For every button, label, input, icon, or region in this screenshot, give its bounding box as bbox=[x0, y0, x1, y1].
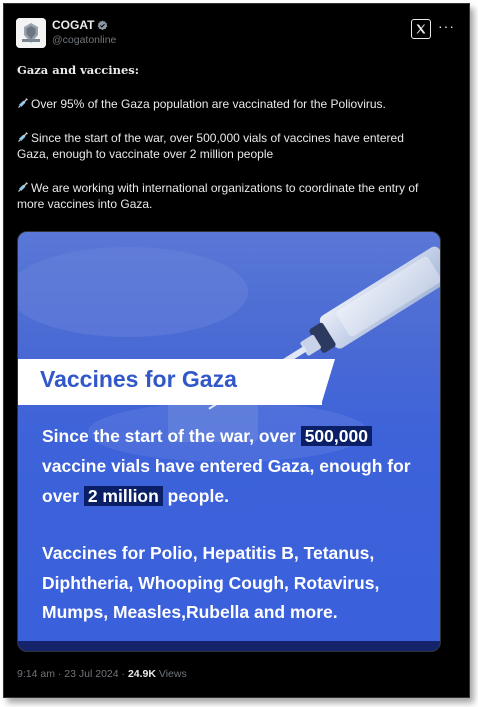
avatar[interactable] bbox=[16, 18, 46, 48]
post-paragraph-2 bbox=[17, 130, 437, 162]
card-line2-post: people. bbox=[162, 486, 229, 506]
post-header bbox=[16, 16, 457, 52]
post-paragraph-3-text: We are working with international organizations to coordinate the entry of more vaccines into Gaza. bbox=[17, 181, 419, 211]
meta-separator: · bbox=[54, 668, 65, 680]
meta-separator: · bbox=[118, 668, 128, 680]
card-vaccine-list: Vaccines for Polio, Hepatitis B, Tetanus, Diphtheria, Whooping Cough, Rotavirus, Mumps, Measles,Rubella and more. bbox=[42, 543, 380, 622]
author-name[interactable]: COGAT bbox=[52, 18, 95, 32]
card-line1-post: vaccine vials have entered Gaza, enough for over bbox=[42, 456, 411, 506]
x-logo-icon[interactable] bbox=[411, 19, 431, 39]
post-meta bbox=[17, 668, 187, 680]
author-block[interactable] bbox=[52, 18, 116, 46]
post-paragraph-1 bbox=[17, 96, 437, 112]
card-title: Vaccines for Gaza bbox=[40, 366, 237, 392]
x-logo-glyph bbox=[415, 23, 427, 35]
card-highlight-500000: 500,000 bbox=[301, 426, 372, 446]
views-label: Views bbox=[155, 668, 187, 680]
more-options-icon[interactable]: ··· bbox=[438, 18, 455, 34]
media-card[interactable] bbox=[17, 231, 441, 652]
card-statement bbox=[42, 421, 434, 511]
card-line1-pre: Since the start of the war, over bbox=[42, 426, 301, 446]
post-date[interactable]: 23 Jul 2024 bbox=[64, 668, 119, 680]
post-heading: Gaza and vaccines: bbox=[17, 63, 140, 77]
band-edge bbox=[321, 359, 335, 405]
syringe-icon bbox=[17, 97, 29, 109]
post-paragraph-3 bbox=[17, 180, 437, 212]
views-count: 24.9K bbox=[127, 668, 156, 680]
post-time[interactable]: 9:14 am bbox=[17, 668, 55, 680]
cogat-emblem-icon bbox=[16, 18, 46, 48]
card-bottom-strip bbox=[18, 641, 441, 651]
post-paragraph-2-text: Since the start of the war, over 500,000 vials of vaccines have entered Gaza, enough to vaccinate over 2 million people bbox=[17, 131, 404, 161]
post-paragraph-1-text: Over 95% of the Gaza population are vaccinated for the Poliovirus. bbox=[31, 97, 386, 111]
post-text bbox=[17, 62, 437, 230]
post-frame bbox=[3, 3, 470, 698]
syringe-icon bbox=[17, 131, 29, 143]
author-handle[interactable]: @cogatonline bbox=[52, 34, 117, 46]
syringe-icon bbox=[17, 181, 29, 193]
card-highlight-2-million: 2 million bbox=[84, 486, 163, 506]
verified-badge-icon bbox=[97, 20, 108, 31]
author-name-row[interactable] bbox=[52, 18, 116, 32]
